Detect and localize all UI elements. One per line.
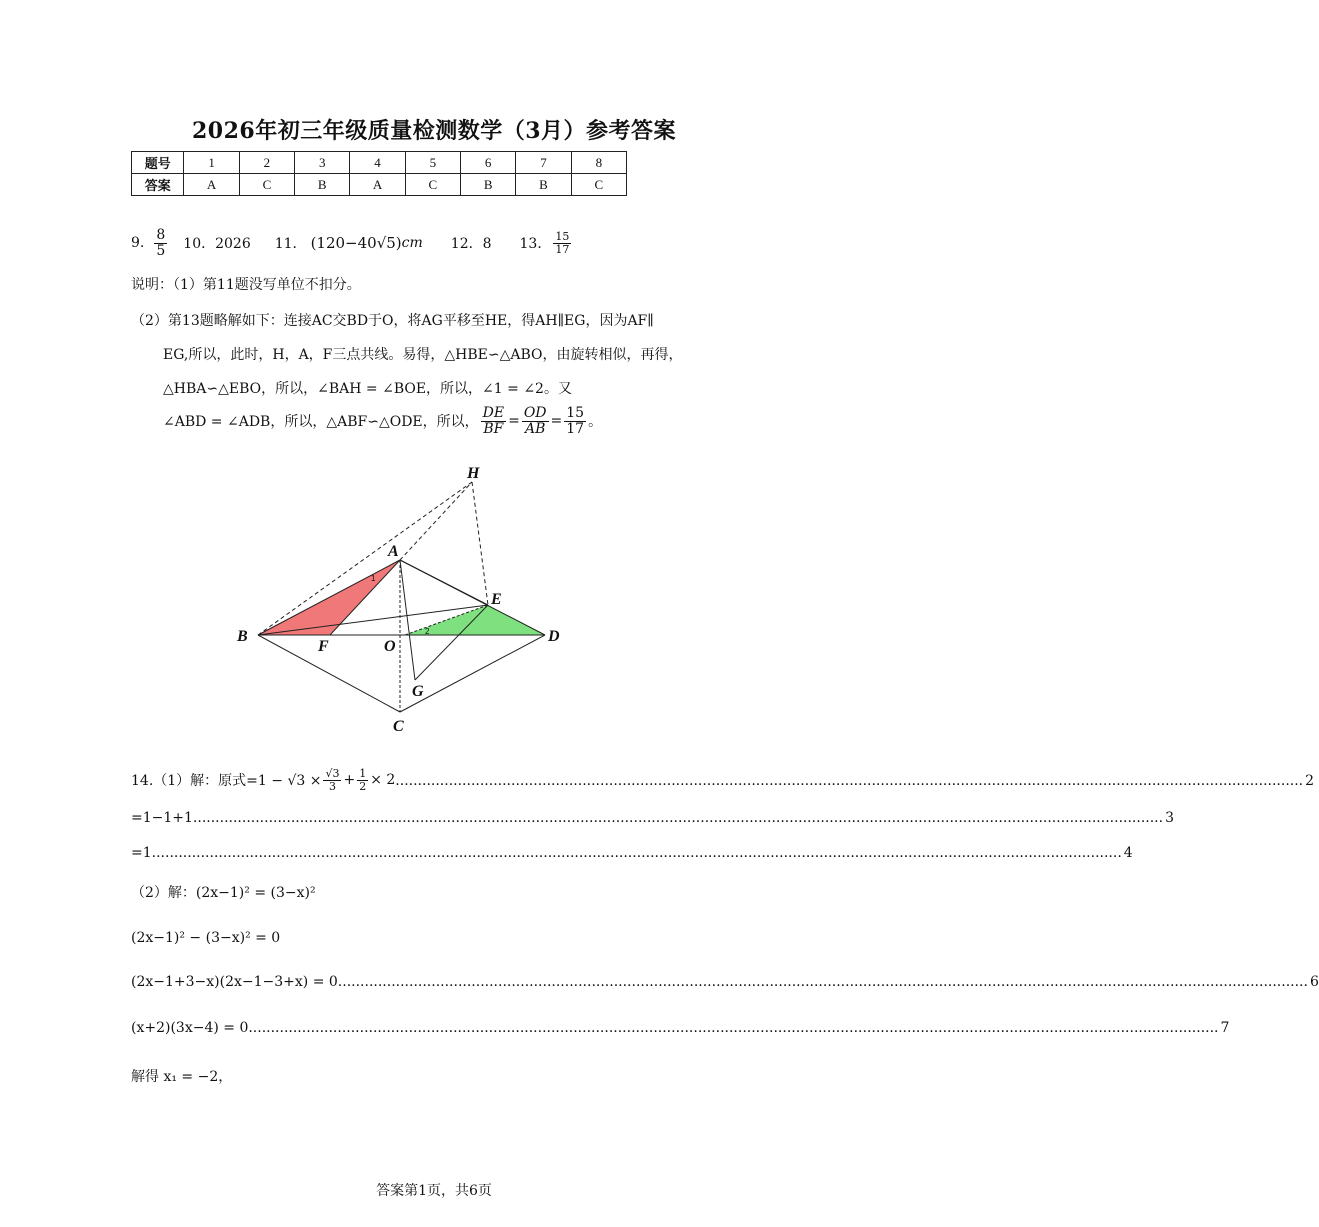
- label-d: D: [548, 628, 560, 645]
- ratio-den-2: AB: [524, 420, 546, 437]
- table-row: [132, 174, 627, 196]
- geometry-figure: [230, 458, 570, 743]
- q11-unit: cm: [401, 235, 423, 252]
- table-cell: 2: [239, 152, 294, 174]
- table-cell: 4: [350, 152, 405, 174]
- table-cell: 7: [516, 152, 571, 174]
- ratio-od-ab: [522, 406, 549, 436]
- ratio-den-3: 17: [566, 420, 585, 437]
- score: 7: [1220, 1020, 1230, 1036]
- edge-bc: [258, 635, 400, 712]
- q14-p1-tail: × 2: [370, 772, 396, 789]
- q9-label: 9.: [131, 235, 145, 252]
- label-g: G: [412, 683, 424, 700]
- note-2-line-4-text: ∠ABD = ∠ADB，所以，△ABF∽△ODE，所以，: [163, 414, 479, 431]
- q13-denominator: 17: [555, 242, 570, 256]
- dot-leader: ............................................................................................................................................................................................................: [395, 773, 1304, 790]
- label-c: C: [393, 718, 404, 735]
- segment-ah: [400, 482, 472, 560]
- table-cell: C: [571, 174, 626, 196]
- q14-p1-frac2: [357, 768, 368, 792]
- table-cell: B: [295, 174, 350, 196]
- q14-l3-text: =1: [131, 845, 152, 861]
- q10-answer: 10．2026: [183, 236, 251, 253]
- q14-part1-line2: [131, 810, 1174, 826]
- table-cell: 3: [295, 152, 350, 174]
- q14-p1-frac1: [323, 768, 341, 792]
- page-footer: 答案第1页，共6页: [376, 1183, 492, 1199]
- ratio-den-1: BF: [483, 420, 504, 437]
- segment-bh: [258, 482, 472, 635]
- dot-leader: ..........................................................................................................................................................................................................................: [248, 1020, 1219, 1036]
- ratio-num-1: DE: [482, 405, 505, 421]
- score: 6: [1309, 974, 1319, 990]
- table-cell: A: [350, 174, 405, 196]
- period: 。: [588, 414, 603, 431]
- label-b: B: [237, 628, 248, 645]
- q13-fraction: [553, 231, 571, 255]
- q14-part2-head: （2）解：(2x−1)² = (3−x)²: [131, 885, 316, 901]
- score: 4: [1123, 845, 1133, 861]
- q13-numerator: 15: [555, 230, 570, 244]
- table-row: [132, 152, 627, 174]
- q9-fraction: [154, 228, 167, 258]
- q9-numerator: 8: [156, 227, 166, 243]
- dot-leader: ..........................................................................................................................................................................................................................: [337, 974, 1308, 990]
- ratio-de-bf: [481, 406, 506, 436]
- q13-label: 13．: [519, 236, 552, 253]
- label-a: A: [388, 543, 399, 560]
- note-2-line-3: △HBA∽△EBO，所以，∠BAH = ∠BOE，所以，∠1 = ∠2。又: [163, 381, 572, 397]
- table-cell: 6: [461, 152, 516, 174]
- note-2-line-2: EG,所以，此时，H，A，F三点共线。易得，△HBE∽△ABO，由旋转相似，再得，: [163, 347, 683, 363]
- segment-he: [472, 482, 488, 605]
- q14-part1-line3: [131, 845, 1133, 861]
- frac2-num: 1: [359, 767, 367, 780]
- segment-ae: [400, 560, 488, 605]
- score: 3: [1165, 810, 1174, 826]
- label-h: H: [467, 465, 480, 482]
- table-cell: B: [516, 174, 571, 196]
- score: 2: [1305, 773, 1315, 790]
- label-o: O: [384, 638, 396, 655]
- row-header-number: 题号: [132, 152, 184, 174]
- segment-ag: [400, 560, 415, 680]
- segment-ge: [415, 605, 488, 680]
- q14-part1-line1: [131, 767, 1315, 793]
- answer-table: [131, 151, 627, 196]
- q14-l2-text: =1−1+1: [131, 810, 193, 826]
- note-2-line-4: [163, 406, 602, 436]
- row-header-answer: 答案: [132, 174, 184, 196]
- ratio-num-2: OD: [523, 405, 547, 421]
- q14-p1-head: 14.（1）解：原式=1 − √3 ×: [131, 773, 322, 790]
- dot-leader: ..........................................................................................................................................................................................................................: [151, 845, 1122, 861]
- plus-sign: +: [343, 772, 356, 789]
- q14-part2-line3: [131, 1020, 1230, 1036]
- note-1: 说明：（1）第11题没写单位不扣分。: [131, 277, 361, 293]
- frac1-den: 3: [328, 779, 336, 793]
- ratio-num-3: 15: [566, 405, 585, 421]
- label-e: E: [491, 591, 502, 608]
- table-cell: B: [461, 174, 516, 196]
- q9-denominator: 5: [156, 242, 166, 259]
- fill-blank-answers: [131, 228, 573, 258]
- q11-label: 11．: [274, 236, 307, 253]
- q14-part2-line1: (2x−1)² − (3−x)² = 0: [131, 930, 281, 946]
- table-cell: 5: [405, 152, 460, 174]
- equals-sign: =: [508, 413, 520, 430]
- page-title: 2026年初三年级质量检测数学（3月）参考答案: [191, 118, 677, 144]
- q14-part2-line4: 解得 x₁ = −2，: [131, 1069, 233, 1085]
- dot-leader: ..........................................................................................................................................................................................................................: [192, 810, 1164, 826]
- table-cell: C: [405, 174, 460, 196]
- equals-sign: =: [550, 413, 563, 430]
- frac1-num: √3: [325, 767, 340, 780]
- q14-p2-l2-text: (2x−1+3−x)(2x−1−3+x) = 0: [131, 974, 338, 990]
- label-f: F: [318, 638, 329, 655]
- label-angle-2: 2: [425, 627, 430, 636]
- table-cell: 8: [571, 152, 626, 174]
- q14-p2-l3-text: (x+2)(3x−4) = 0: [131, 1020, 249, 1036]
- table-cell: 1: [184, 152, 239, 174]
- label-angle-1: 1: [371, 574, 376, 583]
- q14-part2-line2: [131, 974, 1319, 990]
- note-2-line-1: （2）第13题略解如下：连接AC交BD于O，将AG平移至HE，得AH∥EG，因为AF∥: [131, 313, 654, 329]
- ratio-15-17: [564, 406, 586, 436]
- q11-expression: (120−40√5): [310, 234, 402, 253]
- table-cell: A: [184, 174, 239, 196]
- table-cell: C: [239, 174, 294, 196]
- q12-answer: 12．8: [450, 236, 492, 253]
- frac2-den: 2: [359, 779, 367, 793]
- q14-part1-expression: [131, 768, 395, 792]
